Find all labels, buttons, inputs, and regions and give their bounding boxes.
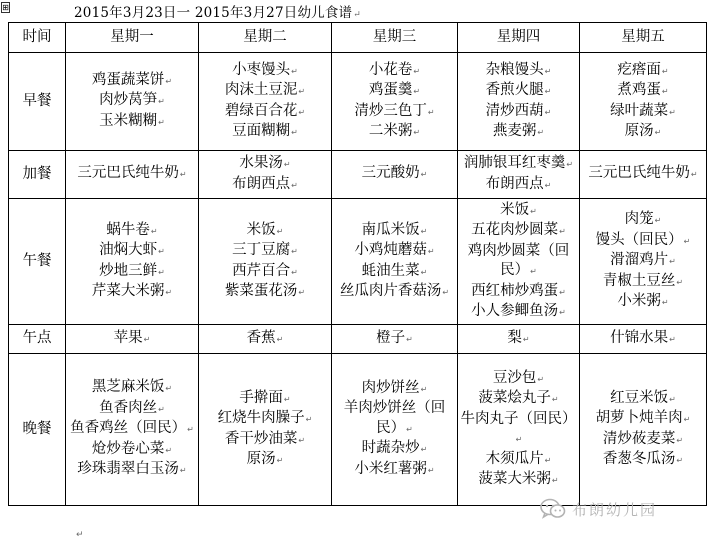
dish-name: 木须瓜片 [485,450,544,467]
menu-cell [332,199,458,325]
dish-name: 西红柿炒鸡蛋 [471,282,559,299]
dish-item [334,282,455,303]
dish-name: 小鸡炖蘑菇 [354,242,427,258]
dish-item [582,409,704,430]
paragraph-mark: ↵ [150,226,158,236]
paragraph-mark: ↵ [276,334,284,344]
dish-item [334,102,455,123]
paragraph-mark: ↵ [165,76,173,86]
paragraph-mark: ↵ [298,107,306,117]
paragraph-mark: ↵ [143,334,151,344]
paragraph-mark: ↵ [661,66,669,76]
dish-item [334,122,455,143]
paragraph-mark: ↵ [669,257,676,267]
paragraph-mark: ↵ [530,267,537,276]
dish-item [460,470,577,491]
paragraph-mark: ↵ [158,97,165,107]
watermark [540,498,657,520]
paragraph-mark: ↵ [676,277,684,287]
dish-name: 青椒土豆丝 [602,272,676,289]
paragraph-mark: ↵ [298,87,306,96]
dish-item [582,389,704,410]
dish-item [68,262,196,283]
menu-table [8,22,707,506]
dish-name: 肉炒莴笋 [99,92,158,109]
paragraph-mark: ↵ [179,170,187,180]
paragraph-mark: ↵ [298,288,306,297]
day-header: 星期二 [199,23,332,53]
dish-item [582,102,704,123]
dish-item [68,378,196,399]
paragraph-mark: ↵ [406,334,413,344]
paragraph-mark: ↵ [559,227,566,236]
dish-item [201,282,329,303]
paragraph-mark: ↵ [654,128,662,137]
dish-name: 杂粮馒头 [485,61,544,78]
paragraph-mark: ↵ [298,435,306,445]
meal-row [9,325,707,354]
table-anchor-icon[interactable]: ⊞ [2,3,9,12]
dish-item [201,241,329,262]
dish-name: 肉沫土豆泥 [224,82,298,98]
paragraph-mark: ↵ [427,247,435,256]
meal-row [9,354,707,506]
dish-name: 鱼香肉丝 [99,399,158,416]
dish-name: 二米粥 [368,123,413,139]
dish-name: 黑芝麻米饭 [91,379,165,396]
dish-name: 紫菜蛋花汤 [224,283,298,299]
paragraph-mark: ↵ [544,455,552,465]
dish-name: 三元巴氏纯牛奶 [77,165,179,182]
paragraph-mark: ↵ [683,236,691,246]
dish-name: 梨 [507,329,522,346]
paragraph-mark: ↵ [420,170,428,180]
menu-cell [199,151,332,199]
paragraph-mark: ↵ [165,288,173,297]
paragraph-mark: ↵ [420,226,428,236]
paragraph-mark: ↵ [283,160,291,169]
dish-item [460,450,577,471]
dish-name: 蚝油生菜 [361,262,420,279]
dish-name: 丝瓜肉片香菇汤 [339,283,442,299]
dish-item [201,409,329,430]
dish-name: 鱼香鸡丝（回民） [70,420,187,437]
paragraph-mark: ↵ [544,66,552,76]
paragraph-mark: ↵ [427,107,435,117]
dish-item [582,430,704,451]
dish-item [334,262,455,283]
paragraph-mark: ↵ [559,287,566,297]
paragraph-mark: ↵ [291,66,298,76]
paragraph-mark: ↵ [353,10,361,20]
menu-cell [580,199,707,325]
paragraph-mark: ↵ [413,128,421,137]
dish-name: 羊肉炒饼丝（回民） [343,400,446,436]
paragraph-mark: ↵ [427,465,435,475]
menu-cell [199,325,332,354]
dish-name: 菠菜烩丸子 [478,390,551,406]
dish-item [460,389,577,410]
meal-label: 午点 [9,325,66,354]
paragraph-mark: ↵ [291,180,298,190]
paragraph-mark: ↵ [413,87,421,96]
dish-name: 润肺银耳红枣羹 [463,155,566,171]
dish-name: 香煎火腿 [485,82,544,98]
dish-name: 小花卷 [368,61,413,78]
dish-name: 南瓜米饭 [361,221,420,238]
paragraph-mark: ↵ [406,424,413,434]
dish-item [201,81,329,102]
meal-row [9,151,707,199]
dish-name: 煮鸡蛋 [617,82,661,98]
dish-item [460,154,577,175]
menu-cell [199,199,332,325]
dish-item [68,419,196,440]
dish-name: 油焖大虾 [99,242,158,258]
day-header: 星期三 [332,23,458,53]
paragraph-mark: ↵ [683,415,691,424]
dish-name: 布朗西点 [485,175,544,192]
paragraph-mark: ↵ [165,445,173,455]
dish-name: 原汤 [624,123,654,139]
menu-cell [66,325,199,354]
day-header: 星期一 [66,23,199,53]
dish-item [201,450,329,471]
watermark-text: 布朗幼儿园 [572,500,658,519]
paragraph-mark: ↵ [661,87,669,96]
meal-label: 午餐 [9,199,66,325]
paragraph-mark: ↵ [522,334,530,344]
dish-item [582,61,704,82]
paragraph-mark: ↵ [276,456,284,465]
dish-name: 香干炒油菜 [224,430,298,447]
dish-name: 橙子 [376,329,406,346]
dish-item [334,460,455,481]
menu-cell [332,325,458,354]
dish-item [68,460,196,481]
dish-name: 鸡蛋蔬菜饼 [91,71,165,88]
dish-name: 小枣馒头 [232,61,291,78]
menu-cell [332,151,458,199]
dish-name: 蜗牛卷 [106,221,150,238]
dish-name: 炒地三鲜 [99,262,158,279]
dish-item [460,410,577,450]
day-header: 星期四 [458,23,580,53]
paragraph-mark: ↵ [305,415,313,424]
dish-item [460,302,577,323]
dish-item [334,329,455,350]
dish-name: 鸡肉炒圆菜（回民） [467,242,570,278]
dish-name: 肉笼 [624,211,654,228]
paragraph-mark: ↵ [544,180,552,190]
dish-name: 豆面糊糊 [232,123,291,139]
dish-item [582,272,704,293]
dish-item [68,440,196,461]
dish-item [68,241,196,262]
dish-item [460,221,577,242]
paragraph-mark: ↵ [551,476,559,485]
menu-cell [332,53,458,151]
dish-item [582,210,704,231]
meal-label: 晚餐 [9,354,66,506]
dish-item [68,399,196,420]
paragraph-mark: ↵ [413,66,421,76]
dish-item [68,112,196,133]
dish-item [68,221,196,242]
dish-name: 小米粥 [617,293,661,310]
menu-cell [66,151,199,199]
paragraph-mark: ↵ [669,107,676,117]
dish-item [460,329,577,350]
dish-name: 燕麦粥 [492,123,537,139]
menu-cell [458,199,580,325]
menu-cell [66,199,199,325]
dish-item [201,329,329,350]
dish-name: 什锦水果 [610,329,669,346]
dish-name: 红烧牛肉臊子 [217,410,305,426]
dish-name: 米饭 [246,221,276,238]
paragraph-mark: ↵ [537,128,545,137]
paragraph-mark: ↵ [566,160,574,169]
dish-name: 清炒西葫 [485,102,544,119]
paragraph-mark: ↵ [158,404,165,414]
paragraph-mark: ↵ [669,394,676,404]
dish-item [201,102,329,123]
dish-name: 牛肉丸子（回民） [460,410,577,427]
paragraph-mark: ↵ [158,267,165,277]
wechat-bubble-icon [540,498,566,520]
page-title: 2015年3月23日一 2015年3月27日幼儿食谱↵ [74,5,361,21]
dish-name: 芹菜大米粥 [91,283,165,299]
dish-name: 原汤 [246,451,276,467]
dish-item [201,175,329,196]
dish-item [334,164,455,185]
meal-label: 早餐 [9,53,66,151]
dish-name: 胡萝卜炖羊肉 [595,410,683,426]
paragraph-mark: ↵ [661,298,669,308]
paragraph-mark: ↵ [559,308,566,317]
dish-item [334,221,455,242]
dish-name: 疙瘩面 [617,61,661,78]
dish-item [334,399,455,439]
dish-item [334,379,455,400]
menu-cell [332,354,458,506]
dish-item [460,201,577,222]
dish-item [460,175,577,196]
dish-item [582,122,704,143]
paragraph-mark: ↵ [537,374,545,384]
paragraph-mark: ↵ [442,288,450,297]
paragraph-mark: ↵ [551,395,559,404]
dish-name: 玉米糊糊 [99,112,158,129]
paragraph-mark: ↵ [515,435,523,444]
meal-label: 加餐 [9,151,66,199]
paragraph-mark: ↵ [676,435,684,445]
dish-item [334,81,455,102]
dish-name: 滑溜鸡片 [610,252,669,269]
dish-name: 五花肉炒圆菜 [471,222,559,238]
dish-name: 肉炒饼丝 [361,379,420,396]
dish-name: 小米红薯粥 [354,460,427,477]
menu-cell [199,53,332,151]
paragraph-mark: ↵ [676,456,684,465]
dish-item [68,71,196,92]
paragraph-mark: ↵ [158,117,165,127]
menu-cell [458,354,580,506]
dish-name: 香蕉 [246,329,276,346]
paragraph-mark: ↵ [544,107,552,117]
menu-cell [580,325,707,354]
dish-item [201,389,329,410]
dish-name: 米饭 [500,201,530,218]
meal-row [9,53,707,151]
paragraph-mark: ↵ [654,216,662,226]
menu-cell [580,151,707,199]
dish-item [68,282,196,303]
menu-cell [580,53,707,151]
dish-name: 小人参鲫鱼汤 [471,303,559,319]
dish-item [201,154,329,175]
paragraph-mark: ↵ [291,247,298,256]
menu-cell [580,354,707,506]
paragraph-mark: ↵ [291,128,298,137]
menu-cell [66,354,199,506]
dish-name: 苹果 [113,329,143,346]
dish-item [201,61,329,82]
dish-name: 菠菜大米粥 [478,471,551,487]
day-header: 星期五 [580,23,707,53]
dish-item [460,61,577,82]
dish-item [334,439,455,460]
paragraph-mark: ↵ [187,425,194,435]
dish-item [460,81,577,102]
dish-name: 三元酸奶 [361,165,420,182]
paragraph-mark: ↵ [76,530,84,540]
menu-cell [66,53,199,151]
dish-name: 手擀面 [239,389,283,406]
dish-name: 碧绿百合花 [224,102,298,119]
dish-name: 鸡蛋羹 [368,82,413,98]
dish-name: 布朗西点 [232,175,291,192]
dish-name: 珍珠翡翠白玉汤 [77,461,179,478]
paragraph-mark: ↵ [669,334,676,344]
dish-name: 清炒三色丁 [354,102,427,119]
dish-item [201,430,329,451]
dish-item [582,164,704,185]
dish-item [460,369,577,390]
dish-name: 绿叶蔬菜 [610,102,669,119]
paragraph-mark: ↵ [283,394,291,404]
dish-name: 清炒莜麦菜 [602,430,676,447]
dish-item [460,122,577,143]
dish-item [582,231,704,252]
dish-name: 豆沙包 [492,369,537,386]
dish-name: 时蔬杂炒 [361,440,420,457]
paragraph-mark: ↵ [291,267,298,277]
dish-name: 炝炒卷心菜 [91,440,165,457]
dish-item [334,61,455,82]
menu-cell [458,53,580,151]
meal-row [9,199,707,325]
menu-cell [458,151,580,199]
paragraph-mark: ↵ [690,170,698,180]
paragraph-mark: ↵ [544,87,552,96]
menu-cell [199,354,332,506]
dish-name: 馒头（回民） [595,231,683,248]
dish-item [582,450,704,471]
dish-item [460,282,577,303]
dish-item [460,102,577,123]
paragraph-mark: ↵ [420,445,428,455]
paragraph-mark: ↵ [179,466,187,476]
dish-item [582,251,704,272]
header-row [9,23,707,53]
dish-name: 香葱冬瓜汤 [602,451,676,467]
dish-item [201,221,329,242]
paragraph-mark: ↵ [420,384,428,394]
dish-name: 西芹百合 [232,262,291,279]
paragraph-mark: ↵ [420,267,428,277]
dish-name: 三元巴氏纯牛奶 [588,165,690,182]
paragraph-mark: ↵ [530,206,537,216]
dish-item [68,164,196,185]
dish-item [68,91,196,112]
dish-name: 水果汤 [239,155,283,171]
paragraph-mark: ↵ [158,247,165,256]
dish-item [460,242,577,282]
dish-item [68,329,196,350]
dish-item [582,329,704,350]
paragraph-mark: ↵ [165,384,173,394]
dish-item [201,122,329,143]
dish-item [582,292,704,313]
dish-name: 红豆米饭 [610,389,669,406]
corner-header: 时间 [9,23,66,53]
dish-item [201,262,329,283]
dish-item [334,241,455,262]
dish-item [582,81,704,102]
menu-cell [458,325,580,354]
paragraph-mark: ↵ [276,226,284,236]
dish-name: 三丁豆腐 [232,242,291,258]
